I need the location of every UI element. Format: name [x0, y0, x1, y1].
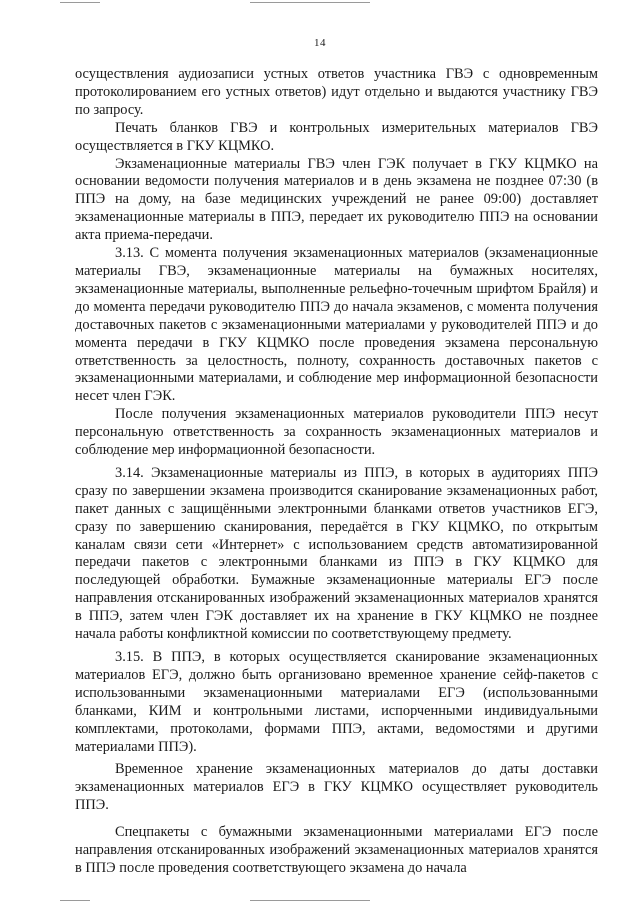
- paragraph-responsibility: После получения экзаменационных материалов руководители ППЭ несут персональную ответственность за сохранность экзаменационных материалов и соблюдение мер информационной безопасности.: [75, 406, 598, 459]
- paragraph-3-13: 3.13. С момента получения экзаменационных материалов (экзаменационные материалы ГВЭ, экзаменационные материалы на бумажных носителях, экзаменационные материалы, выполненные рельефно-точечным шрифтом Брайля) и до момента передачи руководителю ППЭ до начала экзаменов, с момента получения доставочных пакетов с экзаменационными материалами у руководителей ППЭ и до момента передачи в ГКУ КЦМКО после проведения экзамена персональную ответственность за целостность, полноту, сохранность доставочных пакетов с экзаменационными материалами, и соблюдение мер информационной безопасности несет член ГЭК.: [75, 245, 598, 405]
- paragraph-temporary-storage: Временное хранение экзаменационных материалов до даты доставки экзаменационных материалов ЕГЭ в ГКУ КЦМКО осуществляет руководитель ППЭ.: [75, 761, 598, 814]
- paragraph-continuation: осуществления аудиозаписи устных ответов участника ГВЭ с одновременным протоколированием его устных ответов) идут отдельно и выдаются участнику ГВЭ по запросу.: [75, 66, 598, 118]
- paragraph-materials-receipt: Экзаменационные материалы ГВЭ член ГЭК получает в ГКУ КЦМКО на основании ведомости получения материалов и в день экзамена не позднее 07:30 (в ППЭ на дому, на базе медицинских учреждений не ранее 09:00) доставляет экзаменационные материалы в ППЭ, передает их руководителю ППЭ на основании акта приема-передачи.: [75, 155, 598, 244]
- scan-edge-top-left: [60, 2, 100, 3]
- paragraph-3-14: 3.14. Экзаменационные материалы из ППЭ, в которых в аудиториях ППЭ сразу по завершении экзамена производится сканирование экзаменационных работ, пакет данных с защищёнными электронными бланками ответов участников ЕГЭ, сразу по завершению сканирования, передаётся в ГКУ КЦМКО, по открытым каналам связи сети «Интернет» с использованием средств автоматизированной передачи пакетов с электронными бланками из ППЭ в ГКУ КЦМКО для последующей обработки. Бумажные экзаменационные материалы ЕГЭ после направления отсканированных изображений экзаменационных материалов хранятся в ППЭ, затем член ГЭК доставляет их на хранение в ГКУ КЦМКО не позднее начала работы конфликтной комиссии по соответствующему предмету.: [75, 464, 598, 643]
- scan-edge-bottom-left: [60, 900, 90, 901]
- paragraph-3-15: 3.15. В ППЭ, в которых осуществляется сканирование экзаменационных материалов ЕГЭ, должно быть организовано временное хранение сейф-пакетов с использованными экзаменационными материалами ЕГЭ (использованными бланками, КИМ и контрольными листами, испорченными индивидуальными комплектами, протоколами, формами ППЭ, актами, ведомостями и другими материалами ППЭ).: [75, 649, 598, 755]
- scan-edge-bottom-right: [250, 900, 370, 901]
- scan-edge-top-right: [250, 2, 370, 3]
- paragraph-special-packages: Спецпакеты с бумажными экзаменационными материалами ЕГЭ после направления отсканированных изображений экзаменационных материалов хранятся в ППЭ после проведения соответствующего экзамена до начала: [75, 824, 598, 876]
- page-number: 14: [314, 37, 326, 49]
- document-body: [75, 66, 598, 878]
- paragraph-print-forms: Печать бланков ГВЭ и контрольных измерительных материалов ГВЭ осуществляется в ГКУ КЦМКО.: [75, 119, 598, 154]
